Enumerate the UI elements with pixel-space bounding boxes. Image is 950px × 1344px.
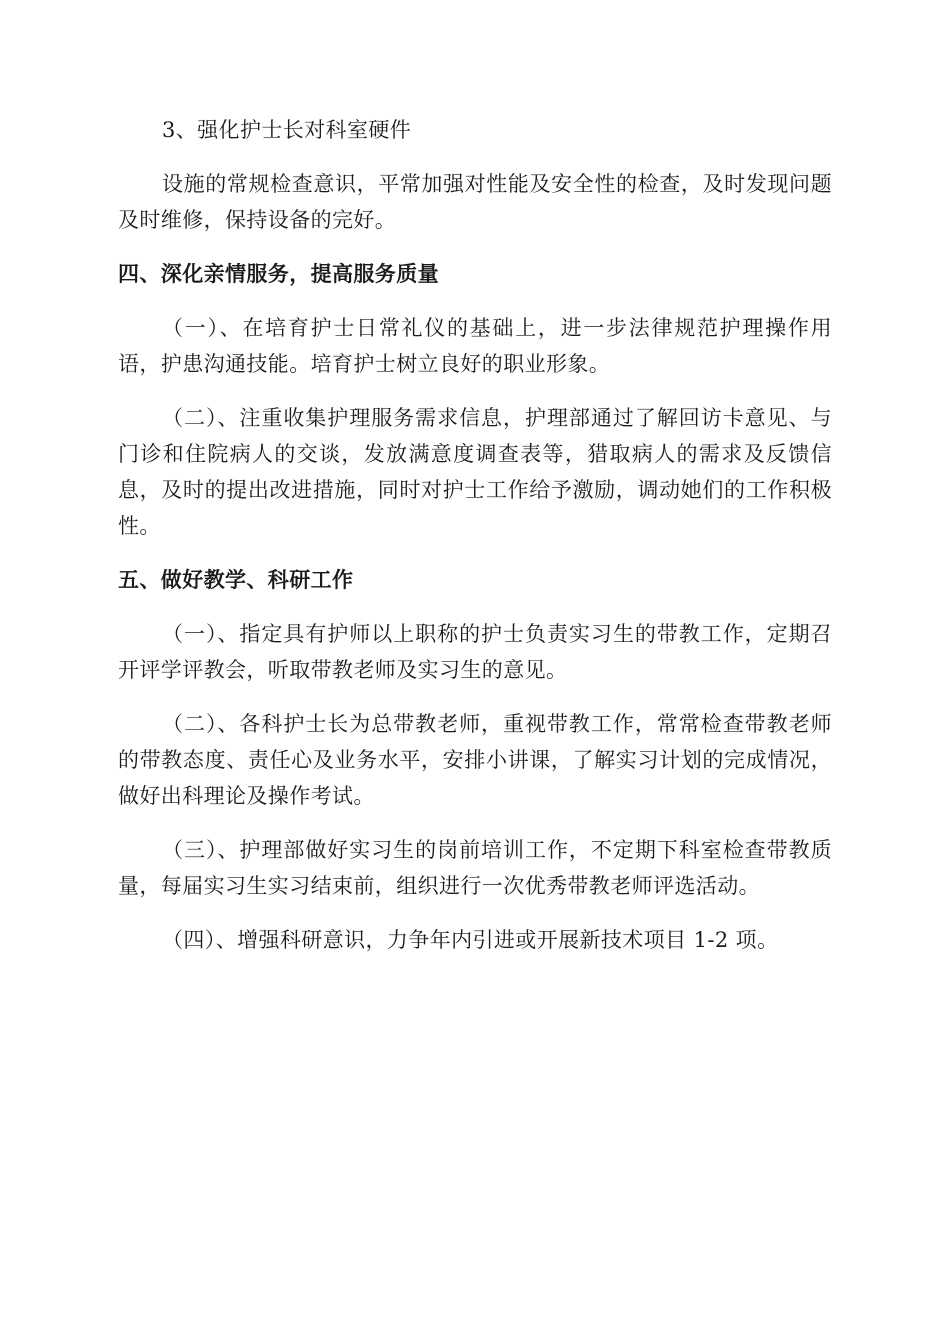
section-heading-teaching-research: 五、做好教学、科研工作: [118, 568, 354, 592]
paragraph-hardware-check-body: 设施的常规检查意识，平常加强对性能及安全性的检查，及时发现问题及时维修，保持设备的完好。: [118, 172, 832, 232]
paragraph-pre-job-training: （三）、护理部做好实习生的岗前培训工作，不定期下科室检查带教质量，每届实习生实习结束前，组织进行一次优秀带教老师评选活动。: [118, 838, 832, 898]
paragraph-etiquette-training: （一）、在培育护士日常礼仪的基础上，进一步法律规范护理操作用语，护患沟通技能。培育护士树立良好的职业形象。: [118, 316, 832, 376]
paragraph-research-awareness: （四）、增强科研意识，力争年内引进或开展新技术项目 1-2 项。: [162, 928, 779, 952]
paragraph-head-nurse-teaching: （二）、各科护士长为总带教老师，重视带教工作，常常检查带教老师的带教态度、责任心及业务水平，安排小讲课，了解实习计划的完成情况，做好出科理论及操作考试。: [118, 712, 832, 808]
paragraph-hardware-check-title: 3、强化护士长对科室硬件: [162, 118, 412, 142]
paragraph-teacher-assignment: （一）、指定具有护师以上职称的护士负责实习生的带教工作，定期召开评学评教会，听取带教老师及实习生的意见。: [118, 622, 832, 682]
document-body: [118, 112, 832, 976]
paragraph-service-feedback: （二）、注重收集护理服务需求信息，护理部通过了解回访卡意见、与门诊和住院病人的交谈，发放满意度调查表等，猎取病人的需求及反馈信息，及时的提出改进措施，同时对护士工作给予激励，调动她们的工作积极性。: [118, 406, 832, 538]
section-heading-service-quality: 四、深化亲情服务，提高服务质量: [118, 262, 439, 286]
